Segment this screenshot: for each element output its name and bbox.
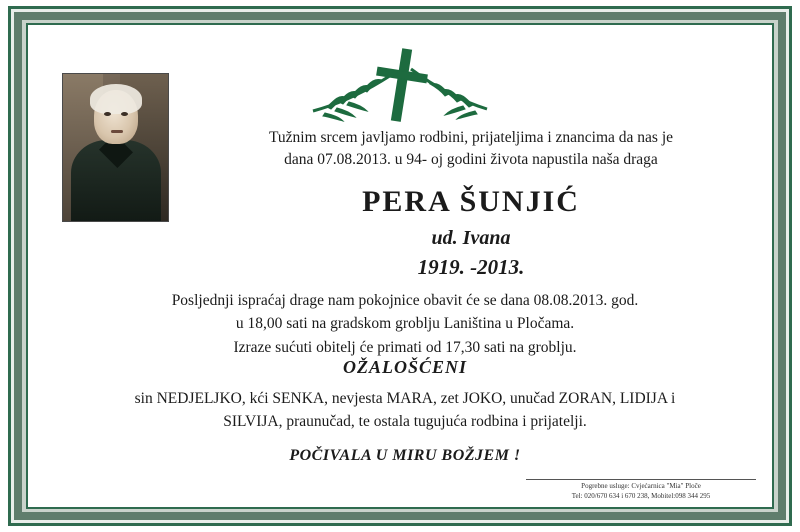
deceased-name: PERA ŠUNJIĆ [362,185,580,218]
avatar [62,73,169,222]
mourners-list [58,387,752,434]
deceased-years: 1919. -2013. [417,255,525,279]
notice-content [30,27,770,505]
portrait-hair [90,84,142,114]
cross-with-palm-branch-icon [305,45,495,125]
mourners-line-1: sin NEDJELJKO, kći SENKA, nevjesta MARA, zet JOKO, unučad ZORAN, LIDIJA i [134,390,676,407]
portrait-mouth [111,130,123,133]
lead-line-2: dana 07.08.2013. u 94- oj godini života napustila naša draga [284,151,658,169]
funeral-line-2: u 18,00 sati na gradskom groblju Laniština u Pločama. [235,315,575,333]
lead-paragraph [190,127,752,172]
funeral-line-3: Izraze sućuti obitelj će primati od 17,30 sati na groblju. [233,338,577,356]
closing-line: POČIVALA U MIRU BOŽJEM ! [289,447,521,464]
portrait-eye-left [104,112,111,116]
funeral-home-credit [526,479,756,501]
funeral-line-1: Posljednji ispraćaj drage nam pokojnice obavit će se dana 08.08.2013. god. [171,292,639,309]
portrait-eye-right [121,112,128,116]
deceased-relation: ud. Ivana [431,227,511,249]
mourners-heading: OŽALOŠĆENI [342,357,468,377]
credit-line-2: Tel: 020/670 634 i 670 238, Mobitel:098 344 295 [571,491,711,500]
mourners-line-2: SILVIJA, praunučad, te ostala tugujuća rodbina i prijatelji. [223,413,587,431]
credit-divider [526,479,756,480]
lead-line-1: Tužnim srcem javljamo rodbini, prijateljima i znancima da nas je [268,129,674,146]
funeral-details [58,289,752,359]
credit-line-1: Pogrebne usluge: Cvjećarnica "Mia" Ploče [581,482,701,491]
